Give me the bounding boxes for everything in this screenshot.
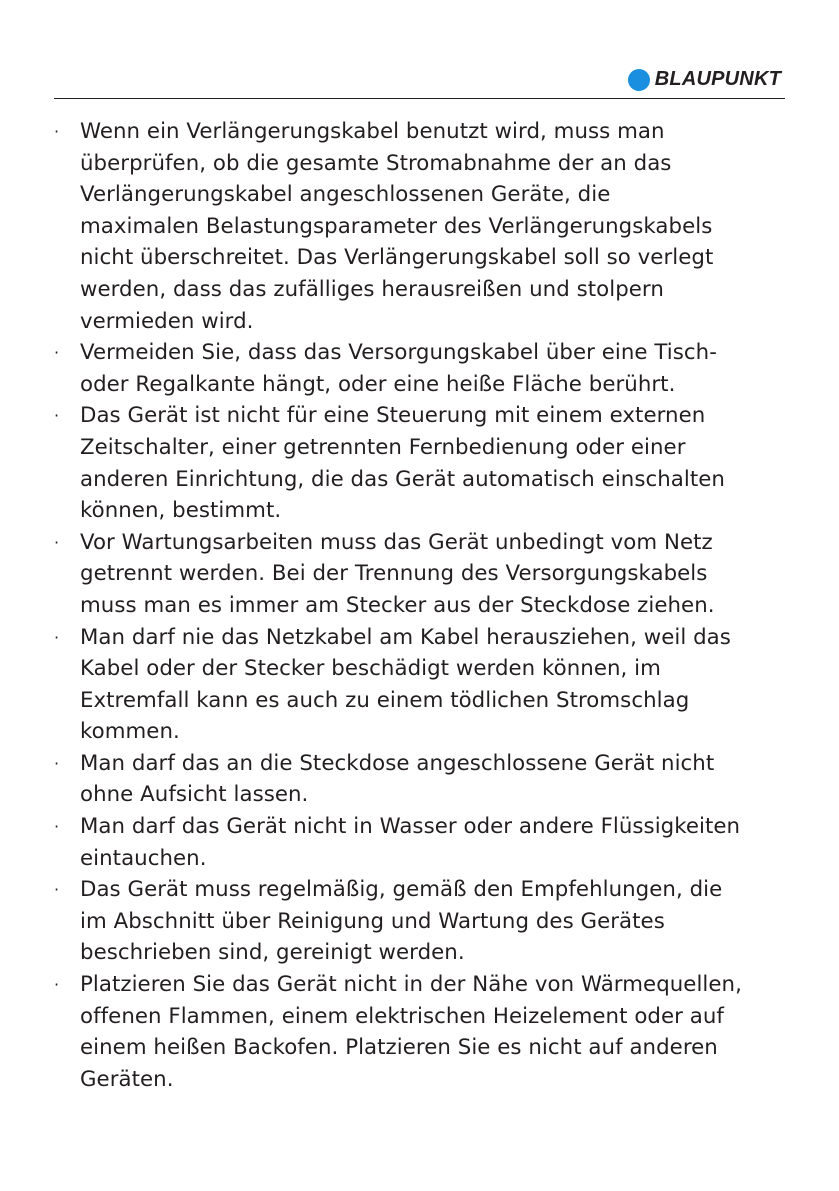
bullet-icon: · xyxy=(54,975,60,995)
list-item-text: Man darf das an die Steckdose angeschlossene Gerät nicht ohne Aufsicht lassen. xyxy=(80,750,715,808)
list-item xyxy=(50,116,790,337)
list-item-text: Das Gerät ist nicht für eine Steuerung mit einem externen Zeitschalter, einer getrennten Fernbedienung oder einer anderen Einrichtung, die das Gerät automatisch einschalten können, bestimmt. xyxy=(80,403,725,524)
list-item-text: Platzieren Sie das Gerät nicht in der Nähe von Wärmequellen, offenen Flammen, einem elektrischen Heizelement oder auf einem heißen Backofen. Platzieren Sie es nicht auf anderen Geräten. xyxy=(80,972,742,1092)
list-item xyxy=(50,969,790,1095)
bullet-icon: · xyxy=(54,880,60,900)
brand-name: BLAUPUNKT xyxy=(654,68,781,90)
list-item xyxy=(50,400,790,526)
bullet-icon: · xyxy=(54,753,60,773)
list-item-text: Vor Wartungsarbeiten muss das Gerät unbedingt vom Netz getrennt werden. Bei der Trennung des Versorgungskabels muss man es immer am Stecker aus der Steckdose ziehen. xyxy=(80,529,715,618)
list-item-text: Wenn ein Verlängerungskabel benutzt wird, muss man überprüfen, ob die gesamte Stromabnahme der an das Verlängerungskabel angeschlossenen Geräte, die maximalen Belastungsparameter des Verlängerungskabels nicht überschreitet. Das Verlängerungskabel soll so verlegt werden, dass das zufälliges herausreißen und stolpern vermieden wird. xyxy=(80,119,714,334)
instruction-list xyxy=(50,116,790,1095)
list-item xyxy=(50,874,790,969)
bullet-icon: · xyxy=(54,532,60,552)
logo-dot-icon xyxy=(628,69,650,91)
list-item xyxy=(50,337,790,400)
list-item xyxy=(50,527,790,622)
list-item-text: Man darf das Gerät nicht in Wasser oder andere Flüssigkeiten eintauchen. xyxy=(80,814,741,871)
list-item xyxy=(50,811,790,874)
bullet-icon: · xyxy=(54,817,60,837)
list-item-text: Man darf nie das Netzkabel am Kabel herausziehen, weil das Kabel oder der Stecker beschädigt werden können, im Extremfall kann es auch zu einem tödlichen Stromschlag kommen. xyxy=(80,624,731,745)
bullet-icon: · xyxy=(54,122,60,141)
list-item-text: Das Gerät muss regelmäßig, gemäß den Empfehlungen, die im Abschnitt über Reinigung und Wartung des Gerätes beschrieben sind, gereinigt werden. xyxy=(80,877,723,966)
list-item xyxy=(50,622,790,748)
bullet-icon: · xyxy=(54,406,60,426)
list-item-text: Vermeiden Sie, dass das Versorgungskabel über eine Tisch- oder Regalkante hängt, oder eine heiße Fläche berührt. xyxy=(80,340,717,397)
bullet-icon: · xyxy=(54,627,60,647)
safety-instructions xyxy=(50,116,790,1095)
bullet-icon: · xyxy=(54,343,60,363)
page-header xyxy=(54,64,785,99)
list-item xyxy=(50,748,790,811)
brand-logo xyxy=(628,68,781,91)
